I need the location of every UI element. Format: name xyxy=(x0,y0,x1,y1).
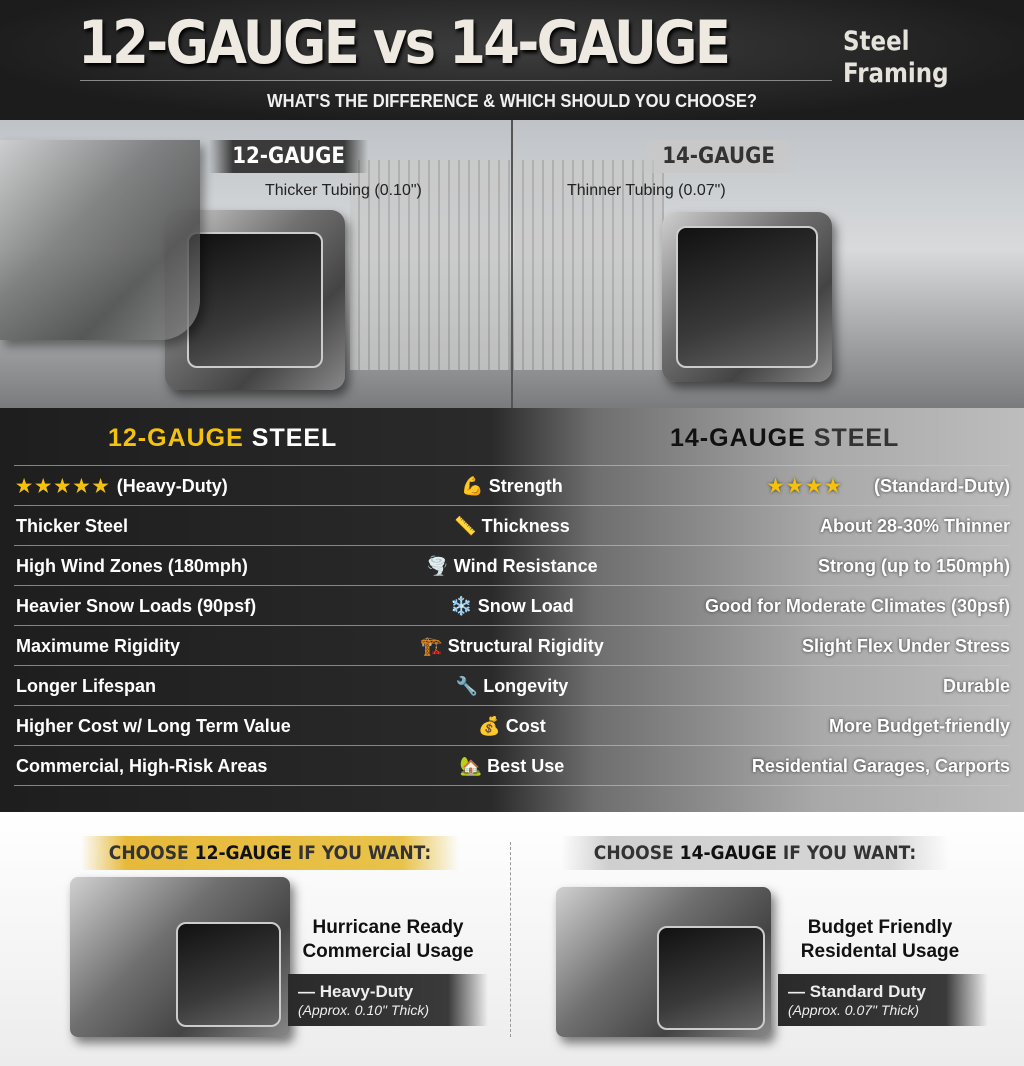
right-value: More Budget-friendly xyxy=(828,716,1010,736)
title-suffix-steel: Steel xyxy=(843,26,910,57)
heading-pre: CHOOSE xyxy=(593,842,680,864)
choose-14-benefits xyxy=(780,916,980,964)
right-value: Good for Moderate Climates (30psf) xyxy=(704,596,1010,616)
row-label: 💰 Cost xyxy=(478,716,546,736)
caption-12-gauge: Thicker Tubing (0.10") xyxy=(265,182,422,199)
subtitle: WHAT'S THE DIFFERENCE & WHICH SHOULD YOU CHOOSE? xyxy=(266,91,758,111)
left-value: High Wind Zones (180mph) xyxy=(16,556,248,576)
header-steel: STEEL xyxy=(813,424,900,452)
left-value: Higher Cost w/ Long Term Value xyxy=(16,716,291,736)
header-gauge: 12-GAUGE xyxy=(108,424,244,452)
heading-gauge: 12-GAUGE xyxy=(194,842,292,864)
left-value: Commercial, High-Risk Areas xyxy=(16,756,268,776)
row-label: 🌪️ Wind Resistance xyxy=(426,556,598,576)
choose-section xyxy=(0,812,1024,1066)
comparison-table xyxy=(0,408,1024,812)
star-rating-icon: ★★★★ xyxy=(767,476,844,496)
table-row xyxy=(14,745,1010,785)
divider xyxy=(511,120,513,408)
left-value: Longer Lifespan xyxy=(16,676,157,696)
thickness-note: (Approx. 0.07" Thick) xyxy=(788,1002,920,1018)
right-value xyxy=(767,476,1010,497)
table-row xyxy=(14,505,1010,545)
left-value: Maximume Rigidity xyxy=(16,636,181,656)
tube-14-gauge-image xyxy=(662,212,832,382)
row-label: 📏 Thickness xyxy=(454,516,570,536)
thickness-note: (Approx. 0.10" Thick) xyxy=(298,1002,430,1018)
right-value: Strong (up to 150mph) xyxy=(818,556,1010,576)
title-suffix xyxy=(843,26,949,90)
tube-14-gauge-image xyxy=(556,887,771,1037)
choose-14-duty xyxy=(778,974,988,1026)
divider xyxy=(14,785,1010,786)
tube-12-gauge-image xyxy=(70,877,290,1037)
table-row xyxy=(14,585,1010,625)
dashed-divider xyxy=(510,842,511,1037)
choose-12-benefits xyxy=(288,916,488,964)
header-12-gauge xyxy=(108,424,337,453)
benefit: Hurricane Ready xyxy=(312,917,464,938)
duty-label: — Heavy-Duty xyxy=(298,982,414,1001)
tube-photo-band xyxy=(0,120,1024,408)
star-rating-icon: ★★★★★ xyxy=(16,476,112,496)
table-row xyxy=(14,625,1010,665)
label-14-gauge: 14-GAUGE xyxy=(639,140,798,173)
header xyxy=(0,0,1024,120)
heading-post: IF YOU WANT: xyxy=(291,842,432,864)
header-steel: STEEL xyxy=(251,424,338,452)
left-value: Heavier Snow Loads (90psf) xyxy=(16,596,257,616)
label-12-gauge: 12-GAUGE xyxy=(209,140,368,173)
choose-14-heading xyxy=(562,836,949,870)
caption-14-gauge: Thinner Tubing (0.07") xyxy=(567,182,726,199)
left-value: Thicker Steel xyxy=(16,516,129,536)
title-suffix-framing: Framing xyxy=(843,58,949,89)
right-value: Residential Garages, Carports xyxy=(751,756,1010,776)
heading-pre: CHOOSE xyxy=(108,842,195,864)
main-title: 12-GAUGE vs 14-GAUGE xyxy=(78,8,729,78)
right-text: (Standard-Duty) xyxy=(874,476,1010,496)
row-label: 🏗️ Structural Rigidity xyxy=(420,636,604,656)
left-text: (Heavy-Duty) xyxy=(116,476,228,496)
row-label: ❄️ Snow Load xyxy=(450,596,574,616)
header-14-gauge xyxy=(670,424,899,453)
benefit: Budget Friendly xyxy=(807,917,953,938)
divider xyxy=(80,80,832,81)
duty-label: — Standard Duty xyxy=(788,982,926,1001)
row-label: 🔧 Longevity xyxy=(455,676,569,696)
right-value: Durable xyxy=(942,676,1010,696)
table-row xyxy=(14,545,1010,585)
heading-gauge: 14-GAUGE xyxy=(679,842,777,864)
benefit: Residental Usage xyxy=(800,941,960,962)
header-gauge: 14-GAUGE xyxy=(670,424,806,452)
tube-body-image xyxy=(0,140,200,340)
benefit: Commercial Usage xyxy=(302,941,474,962)
table-row xyxy=(14,705,1010,745)
heading-post: IF YOU WANT: xyxy=(776,842,917,864)
choose-12-heading xyxy=(81,836,459,870)
right-value: About 28-30% Thinner xyxy=(819,516,1010,536)
row-label: 🏡 Best Use xyxy=(459,756,565,776)
table-row-strength xyxy=(14,465,1010,505)
row-label: 💪 Strength xyxy=(461,476,563,496)
choose-12-duty xyxy=(288,974,488,1026)
table-row xyxy=(14,665,1010,705)
right-value: Slight Flex Under Stress xyxy=(801,636,1010,656)
